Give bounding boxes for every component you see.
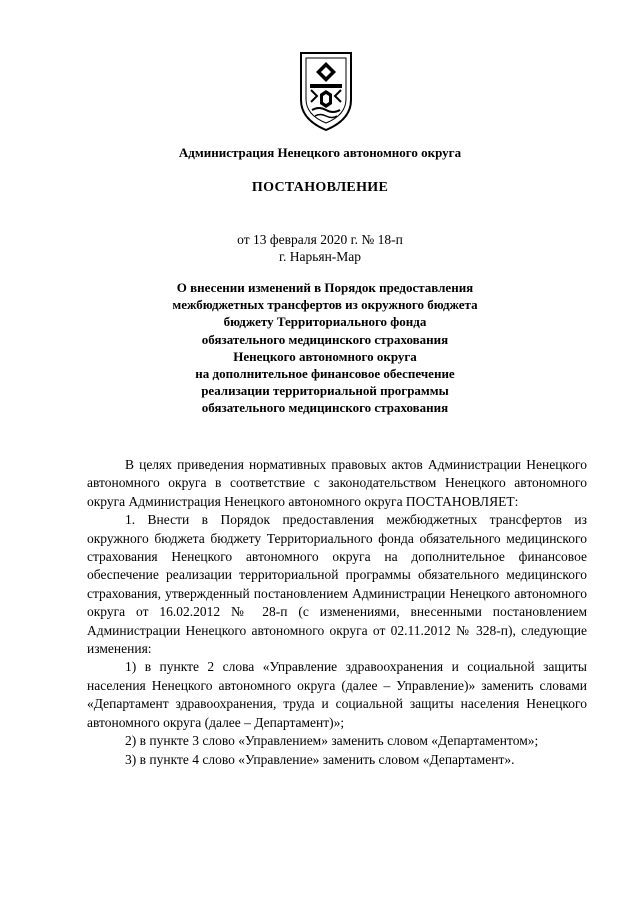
preamble-paragraph: В целях приведения нормативных правовых актов Администрации Ненецкого автономного округа в соответствие с законодательством Ненецкого автономного округа Администрация Ненецкого автономного округа ПОСТАНОВЛЯЕТ: — [87, 457, 587, 509]
title-line: на дополнительное финансовое обеспечение — [195, 366, 455, 382]
date-block — [0, 231, 640, 265]
coat-of-arms-icon — [298, 50, 354, 132]
document-body — [87, 456, 587, 769]
subitem-1-paragraph: 1) в пункте 2 слова «Управление здравоохранения и социальной защиты населения Ненецкого автономного округа (далее – Управление)» заменить словами «Департамент здравоохранения, труда и социальной защиты населения Ненецкого автономного округа (далее – Департамент)»; — [87, 659, 587, 730]
item-1-paragraph: 1. Внести в Порядок предоставления межбюджетных трансфертов из окружного бюджета бюджету Территориального фонда обязательного медицинского страхования Ненецкого автономного округа на дополнительное финансовое обеспечение реализации территориальной программы обязательного медицинского страхования, утвержденный постановлением Администрации Ненецкого автономного округа от 16.02.2012 № 28-п (с изменениями, внесенными постановлением Администрации Ненецкого автономного округа от 02.11.2012 № 328-п), следующие изменения: — [87, 512, 587, 657]
title-line: межбюджетных трансфертов из окружного бюджета — [172, 297, 478, 313]
organization-name: Администрация Ненецкого автономного округа — [178, 145, 462, 160]
city: г. Нарьян-Мар — [278, 249, 362, 264]
document-type: ПОСТАНОВЛЕНИЕ — [251, 180, 389, 195]
title-line: Ненецкого автономного округа — [233, 348, 417, 364]
document-title — [150, 279, 500, 417]
title-line: обязательного медицинского страхования — [201, 400, 449, 416]
title-line: бюджету Территориального фонда — [223, 314, 427, 330]
title-line: О внесении изменений в Порядок предоставления — [176, 280, 474, 295]
date-number: от 13 февраля 2020 г. № 18-п — [237, 232, 403, 247]
subitem-2-paragraph: 2) в пункте 3 слово «Управлением» заменить словом «Департаментом»; — [125, 733, 539, 749]
title-line: реализации территориальной программы — [201, 383, 449, 399]
title-line: обязательного медицинского страхования — [201, 331, 449, 347]
subitem-3-paragraph: 3) в пункте 4 слово «Управление» заменить словом «Департамент». — [125, 751, 515, 767]
